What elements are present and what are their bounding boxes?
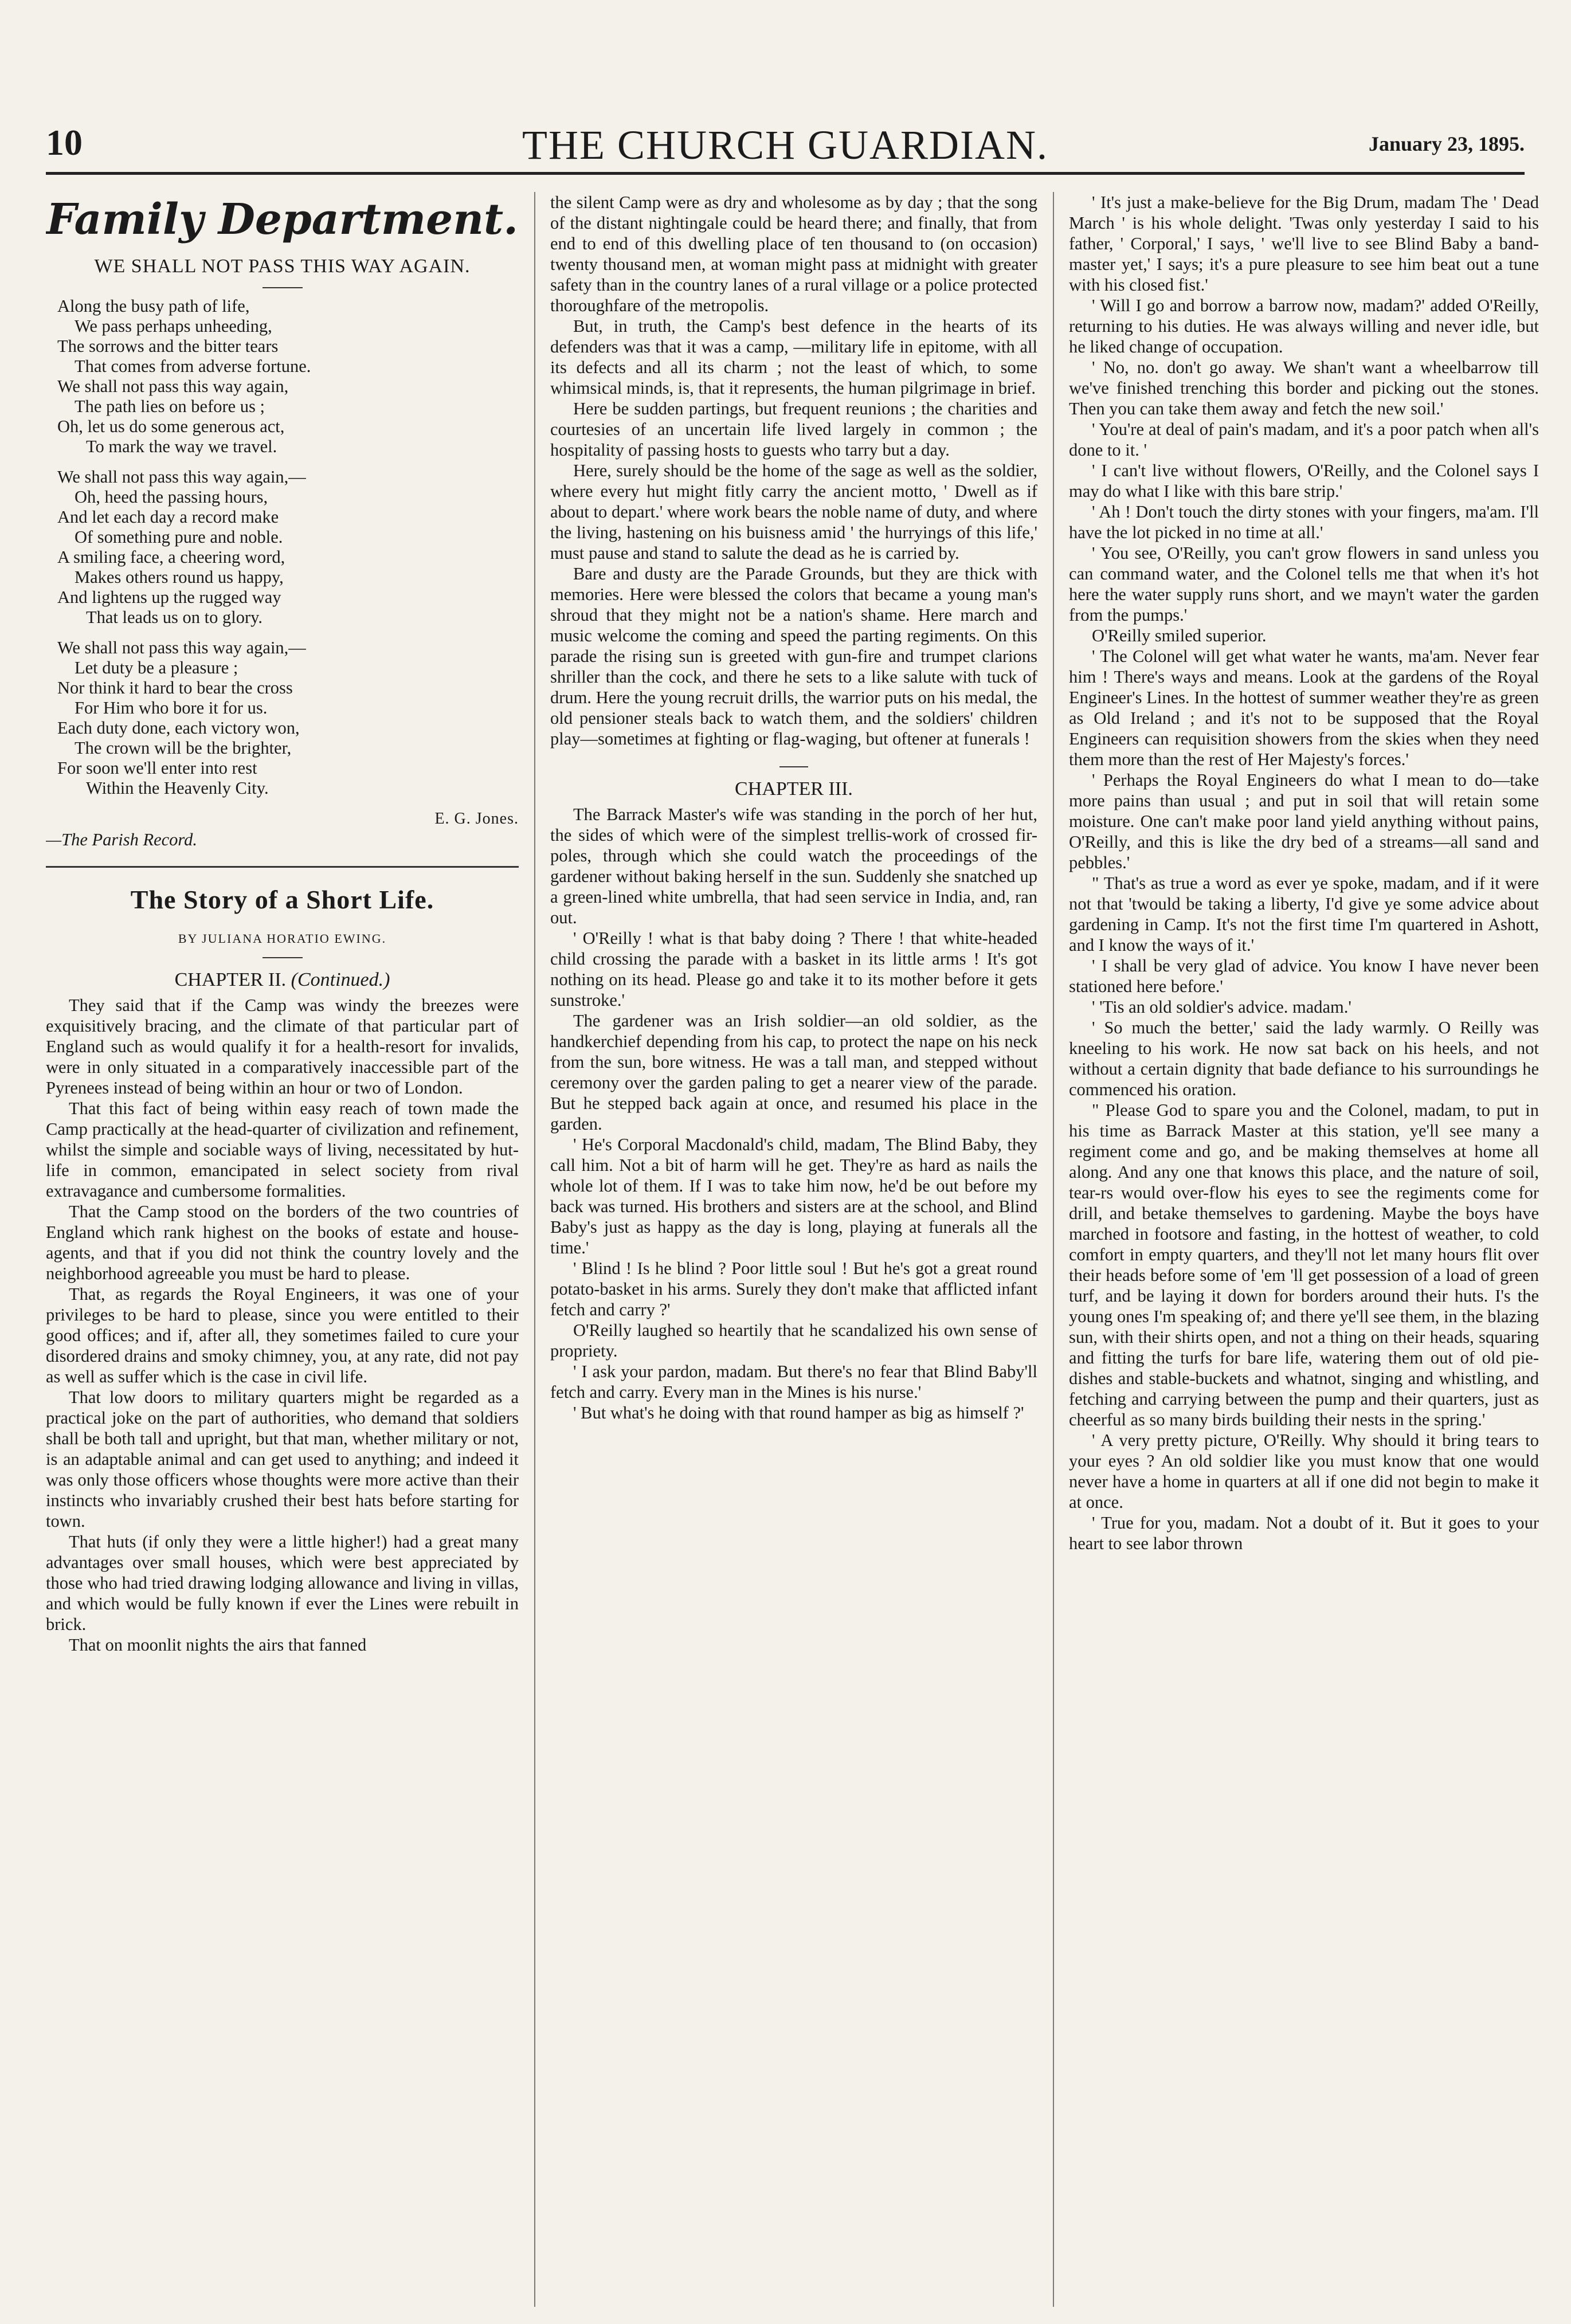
- column-divider: [1053, 192, 1054, 2307]
- paragraph: But, in truth, the Camp's best defence in the hearts of its defenders was that it was a camp, —military life in epitome, with all its defects and all its charm ; not the least of which, to some whimsical minds, is, that it represents, the human pilgrimage in brief.: [550, 316, 1037, 398]
- paragraph: ' Ah ! Don't touch the dirty stones with your fingers, ma'am. I'll have the lot picked in no time at all.': [1069, 502, 1539, 542]
- poem-line: We pass perhaps unheeding,: [75, 316, 272, 336]
- paragraph: ' I can't live without flowers, O'Reilly, and the Colonel says I may do what I like with this bare strip.': [1069, 461, 1539, 501]
- paragraph: The Barrack Master's wife was standing in the porch of her hut, the sides of which were of the simplest trellis-work of crossed fir-poles, through which she could watch the proceedings of the gardener without baking herself in the sun. Suddenly she snatched up a green-lined white umbrella, that had seen service in India, and, ran out.: [550, 805, 1037, 927]
- paragraph: Here be sudden partings, but frequent reunions ; the charities and courtesies of an uncertain life lived largely in common ; the hospitality of passing hosts to guests who tarry but a day.: [550, 399, 1037, 460]
- paragraph: ' So much the better,' said the lady warmly. O Reilly was kneeling to his work. He now sat back on his heels, and not without a certain dignity that bade defiance to his surroundings he commenced his oration.: [1069, 1018, 1539, 1099]
- paragraph: ' The Colonel will get what water he wants, ma'am. Never fear him ! There's ways and means. Look at the gardens of the Royal Engineer's Lines. In the hottest of summer weather they're as green as Old Ireland ; and it's not to be supposed that the Royal Engineers can requisition showers from the skies when they need them more than the rest of Her Majesty's forces.': [1069, 646, 1539, 769]
- poem-line: Each duty done, each victory won,: [57, 718, 300, 738]
- poem-line: We shall not pass this way again,—: [57, 467, 306, 487]
- paragraph: ' Perhaps the Royal Engineers do what I mean to do—take more pains than usual ; and put in soil that will retain some moisture. One can't make poor land yield anything without pains, O'Reilly, and this is like the dry bed of a streams—all sand and pebbles.': [1069, 770, 1539, 872]
- poem-stanza: [57, 467, 519, 628]
- paragraph: O'Reilly laughed so heartily that he scandalized his own sense of propriety.: [550, 1320, 1037, 1361]
- paragraph: ' You see, O'Reilly, you can't grow flowers in sand unless you can command water, and the Colonel tells me that when it's hot here the water supply runs short, and we mayn't water the garden from the pumps.': [1069, 543, 1539, 625]
- page-header: [46, 122, 1525, 167]
- chapter-3-heading: CHAPTER III.: [735, 778, 853, 800]
- chapter-2-label: CHAPTER II.: [174, 969, 287, 990]
- poem-line: A smiling face, a cheering word,: [57, 547, 285, 567]
- paragraph: ' It's just a make-believe for the Big Drum, madam The ' Dead March ' is his whole delight. 'Twas only yesterday I said to his father, ' Corporal,' I says, ' we'll live to see Blind Baby a band-master yet,' I says; it's a pure pleasure to see him beat out a tune with his closed fist.': [1069, 193, 1539, 295]
- column-3-text: [1069, 192, 1539, 1554]
- newspaper-title: THE CHURCH GUARDIAN.: [522, 122, 1048, 168]
- paragraph: " Please God to spare you and the Colonel, madam, to put in his time as Barrack Master at this station, ye'll see many a regiment come and go, and be making themselves at home all along. And any one that knows this place, and the nature of soil, tear-rs would over-flow his eyes to see the regiments come for drill, and betake themselves to gardening. Maybe the boys have marched in footsore and fasting, in the hottest of weather, to cold comfort in empty quarters, and they'll not let many hours flit over their heads before some of 'em 'll get possession of a load of green turf, and be laying it down for borders around their huts. I's the young ones I'm speaking of; and there ye'll see them, in the blazing sun, with their shirts open, and not a thing on their heads, squaring and fitting the turfs for bare life, watering them out of old pie-dishes and stable-buckets and whatnot, singing and whistling, and fetching and carrying between the pump and their quarters, just as cheerful as so many birds building their nests in the spring.': [1069, 1100, 1539, 1429]
- poem-title: WE SHALL NOT PASS THIS WAY AGAIN.: [94, 256, 471, 277]
- poem-line: The crown will be the brighter,: [75, 738, 292, 758]
- poem-line: Let duty be a pleasure ;: [75, 658, 238, 677]
- poem-line: We shall not pass this way again,—: [57, 638, 306, 657]
- poem-line: We shall not pass this way again,: [57, 377, 289, 396]
- poem-line: Makes others round us happy,: [75, 567, 284, 587]
- poem-line: Within the Heavenly City.: [86, 778, 269, 798]
- poem-line: And lightens up the rugged way: [57, 587, 281, 607]
- story-byline: BY JULIANA HORATIO EWING.: [178, 931, 387, 946]
- column-divider: [534, 192, 535, 2307]
- paragraph: That huts (if only they were a little higher!) had a great many advantages over small houses, which were best appreciated by those who had tried drawing lodging allowance and living in villas, and which would be fully known if ever the Lines were rebuilt in brick.: [46, 1532, 519, 1634]
- paragraph: ' I shall be very glad of advice. You know I have never been stationed here before.': [1069, 956, 1539, 996]
- chapter-3-text: [550, 804, 1037, 1423]
- poem-line: That comes from adverse fortune.: [75, 356, 311, 376]
- column-3: [1069, 192, 1539, 2313]
- paragraph: ' You're at deal of pain's madam, and it's a poor patch when all's done to it. ': [1069, 420, 1539, 460]
- paragraph: the silent Camp were as dry and wholesome as by day ; that the song of the distant nightingale could be heard there; and finally, that from end to end of this dwelling place of ten thousand to (on occasion) twenty thousand men, at woman might pass at midnight with greater safety than in the country lanes of a rural village or a police protected thoroughfare of the metropolis.: [550, 193, 1037, 315]
- poem-source: —The Parish Record.: [46, 830, 198, 849]
- poem-line: For Him who bore it for us.: [75, 698, 268, 718]
- paragraph: ' True for you, madam. Not a doubt of it. But it goes to your heart to see labor thrown: [1069, 1513, 1539, 1553]
- page-number: 10: [46, 122, 83, 163]
- column-1-text: [46, 995, 519, 1655]
- poem-stanza: [57, 296, 519, 457]
- issue-date: January 23, 1895.: [1368, 132, 1525, 155]
- paragraph: That on moonlit nights the airs that fanned: [69, 1635, 367, 1655]
- poem-line: For soon we'll enter into rest: [57, 758, 257, 778]
- column-1: [46, 192, 519, 2313]
- poem-title-rule: [263, 287, 303, 288]
- chapter-2-continued: (Continued.): [291, 969, 390, 990]
- paragraph: Bare and dusty are the Parade Grounds, but they are thick with memories. Here were blessed the colors that became a young man's shroud that they might not be a nation's shame. Here march and music welcome the coming and speed the parting regiments. On this parade the rising sun is greeted with gun-fire and trumpet clarions shriller than the cock, and there he sets to a like salute with tuck of drum. Here the young recruit drills, the warrior puts on his medal, the old pensioner steals back to watch them, and the soldiers' children play—sometimes at fighting or flag-waging, but oftener at funerals !: [550, 564, 1037, 748]
- paragraph: ' But what's he doing with that round hamper as big as himself ?': [573, 1403, 1024, 1422]
- paragraph: They said that if the Camp was windy the breezes were exquisitively bracing, and the climate of that particular part of England such as would qualify it for a health-resort for invalids, were in only situated in a comparatively inaccessible part of the Pyrenees instead of being within an hour or two of London.: [46, 996, 519, 1098]
- paragraph: ' 'Tis an old soldier's advice. madam.': [1092, 997, 1351, 1017]
- poem-body: [46, 296, 519, 798]
- column-2: [550, 192, 1037, 2313]
- paragraph: That this fact of being within easy reach of town made the Camp practically at the head-quarter of civilization and refinement, whilst the simple and sociable ways of living, necessitated by hut-life in common, emancipated in select society from rival extravagance and cumbersome formalities.: [46, 1099, 519, 1201]
- paragraph: ' Will I go and borrow a barrow now, madam?' added O'Reilly, returning to his duties. He was always willing and never idle, but he liked change of occupation.: [1069, 296, 1539, 356]
- paragraph: The gardener was an Irish soldier—an old soldier, as the handkerchief depending from his cap, to protect the nape on his neck from the sun, bore witness. He was a tall man, and stepped without ceremony over the garden paling to get a nearer view of the parade. But he stepped back again at once, and resumed his place in the garden.: [550, 1011, 1037, 1134]
- poem-line: To mark the way we travel.: [86, 437, 277, 456]
- story-title: The Story of a Short Life.: [130, 885, 434, 914]
- poem-author: E. G. Jones.: [434, 810, 519, 828]
- paragraph: ' No, no. don't go away. We shan't want a wheelbarrow till we've finished trenching this border and picking out the stones. Then you can take them away and fetch the new soil.': [1069, 358, 1539, 418]
- paragraph: That, as regards the Royal Engineers, it was one of your privileges to be hard to please, since you were entitled to their good offices; and if, after all, they sometimes failed to cure your disordered drains and smoky chimney, you, at any rate, did not pay as well as suffer which is the case in civil life.: [46, 1284, 519, 1386]
- poem-line: The path lies on before us ;: [75, 397, 265, 416]
- paragraph: That low doors to military quarters might be regarded as a practical joke on the part of authorities, who demand that soldiers shall be both tall and upright, but that man, whether military or not, is an adaptable animal and can get used to anything; and indeed it was only those officers whose thoughts were more active than their instincts who invariably crushed their best hats before starting for town.: [46, 1388, 519, 1531]
- paragraph: " That's as true a word as ever ye spoke, madam, and if it were not that 'twould be taking a liberty, I'd give ye some advice about gardening in Camp. It's not the first time I'm quartered in Ashott, and I know the ways of it.': [1069, 873, 1539, 955]
- byline-rule: [263, 957, 303, 958]
- poem-line: Of something pure and noble.: [75, 527, 283, 547]
- poem-line: That leads us on to glory.: [86, 608, 263, 627]
- paragraph: ' He's Corporal Macdonald's child, madam, The Blind Baby, they call him. Not a bit of harm will he get. They're as hard as nails the whole lot of them. If I was to take him now, he'd be out before my back was turned. His brothers and sisters are at the school, and Blind Baby's just as happy as the day is long, playing at funerals all the time.': [550, 1135, 1037, 1257]
- section-divider: [46, 866, 519, 868]
- column-2-text: [550, 192, 1037, 749]
- poem-line: Along the busy path of life,: [57, 296, 250, 316]
- poem-line: Oh, let us do some generous act,: [57, 417, 285, 436]
- family-department-heading: Family Department.: [46, 195, 518, 244]
- header-rule: [46, 172, 1525, 175]
- poem-stanza: [57, 638, 519, 798]
- paragraph: Here, surely should be the home of the sage as well as the soldier, where every hut might fitly carry the ancient motto, ' Dwell as if about to depart.' where work bears the noble name of duty, and where the living, hastening on his buisness amid ' the hurryings of this life,' must pause and stand to salute the dead as he is carried by.: [550, 461, 1037, 563]
- poem-line: Nor think it hard to bear the cross: [57, 678, 293, 697]
- paragraph: ' I ask your pardon, madam. But there's no fear that Blind Baby'll fetch and carry. Every man in the Mines is his nurse.': [550, 1362, 1037, 1402]
- paragraph: That the Camp stood on the borders of the two countries of England which rank highest on the books of estate and house-agents, and that if you did not think the country lovely and the neighborhood agreeable you must be hard to please.: [46, 1202, 519, 1283]
- poem-line: Oh, heed the passing hours,: [75, 487, 268, 507]
- paragraph: ' O'Reilly ! what is that baby doing ? There ! that white-headed child crossing the parade with a basket in its little arms ! It's got nothing on its head. Please go and take it to its mother before it gets sunstroke.': [550, 928, 1037, 1010]
- chapter-rule: [779, 766, 808, 767]
- chapter-2-heading: [46, 970, 519, 990]
- paragraph: ' A very pretty picture, O'Reilly. Why should it bring tears to your eyes ? An old soldier like you must know that one would never have a home in quarters at all if one did not begin to make it at once.: [1069, 1431, 1539, 1512]
- poem-line: And let each day a record make: [57, 507, 279, 527]
- paragraph: ' Blind ! Is he blind ? Poor little soul ! But he's got a great round potato-basket in his arms. Surely they don't make that afflicted infant fetch and carry ?': [550, 1259, 1037, 1319]
- poem-line: The sorrows and the bitter tears: [57, 336, 279, 356]
- paragraph: O'Reilly smiled superior.: [1092, 626, 1267, 645]
